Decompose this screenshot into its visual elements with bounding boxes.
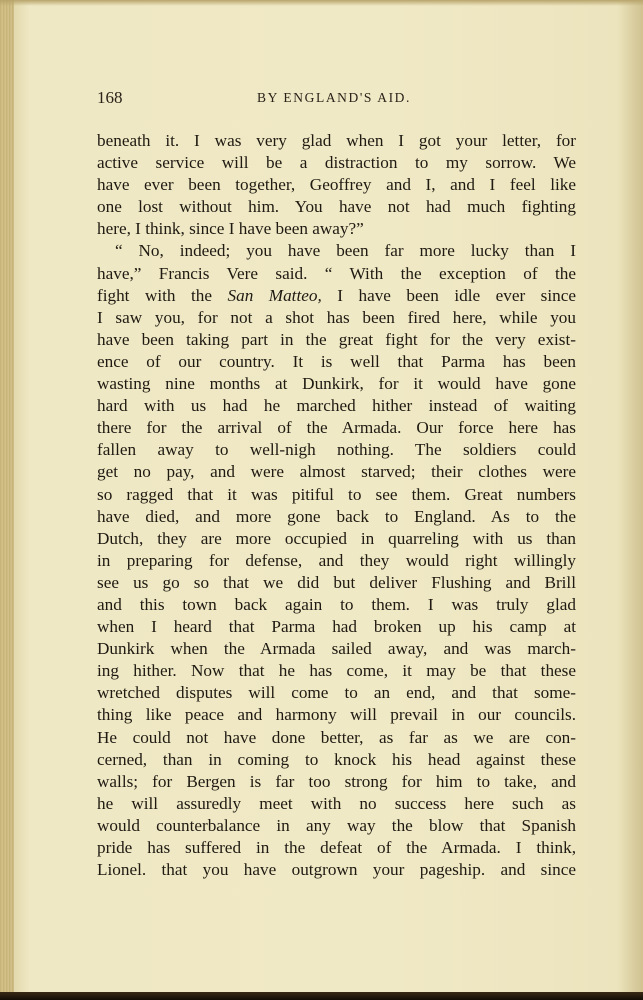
- text-line-with-ship-name: [97, 285, 576, 307]
- top-edge: [0, 0, 643, 6]
- text-line: active service will be a distraction to my sorrow. We: [97, 153, 576, 173]
- text-line: wasting nine months at Dunkirk, for it would have gone: [97, 374, 576, 394]
- text-line: there for the arrival of the Armada. Our force here has: [97, 418, 576, 438]
- text-line: in preparing for defense, and they would right willingly: [97, 550, 576, 570]
- body-text: [97, 130, 576, 881]
- text-line: thing like peace and harmony will prevail in our councils.: [97, 705, 576, 725]
- line-segment: fight with the: [97, 285, 228, 305]
- text-line: fallen away to well-nigh nothing. The soldiers could: [97, 440, 576, 460]
- text-line: beneath it. I was very glad when I got your letter, for: [97, 131, 576, 150]
- text-line: pride has suffered in the defeat of the Armada. I think,: [97, 838, 576, 857]
- text-line: Dunkirk when the Armada sailed away, and was march-: [97, 639, 576, 659]
- text-line: have been taking part in the great fight for the very exist-: [97, 329, 576, 349]
- text-line: have,” Francis Vere said. “ With the exception of the: [97, 263, 576, 283]
- text-line: have died, and more gone back to England. As to the: [97, 506, 576, 526]
- text-line: see us go so that we did but deliver Flushing and Brill: [97, 572, 576, 592]
- bottom-shadow: [0, 992, 643, 1000]
- text-line: He could not have done better, as far as we are con-: [97, 727, 576, 747]
- text-line: here, I think, since I have been away?”: [97, 219, 364, 239]
- text-line: have ever been together, Geoffrey and I, and I feel like: [97, 175, 576, 195]
- ship-name: San Matteo,: [227, 285, 322, 305]
- text-line: I saw you, for not a shot has been fired here, while you: [97, 307, 576, 327]
- text-line: so ragged that it was pitiful to see them. Great numbers: [97, 484, 576, 504]
- text-line: wretched disputes will come to an end, and that some-: [97, 683, 576, 703]
- text-line: would counterbalance in any way the blow that Spanish: [97, 815, 576, 835]
- text-line: cerned, than in coming to knock his head against these: [97, 749, 576, 769]
- text-line: ence of our country. It is well that Parma has been: [97, 351, 576, 371]
- text-line: hard with us had he marched hither instead of waiting: [97, 396, 576, 416]
- line-segment: I have been idle ever since: [321, 285, 576, 305]
- text-line: when I heard that Parma had broken up his camp at: [97, 617, 576, 637]
- text-line: and this town back again to them. I was truly glad: [97, 594, 576, 614]
- running-title: BY ENGLAND'S AID.: [257, 90, 412, 105]
- text-line: Dutch, they are more occupied in quarreling with us than: [97, 528, 576, 548]
- text-line: he will assuredly meet with no success here such as: [97, 793, 576, 813]
- text-line: get no pay, and were almost starved; their clothes were: [97, 462, 576, 482]
- text-line: walls; for Bergen is far too strong for him to take, and: [97, 771, 576, 791]
- page-number: 168: [97, 88, 123, 107]
- text-line: “ No, indeed; you have been far more lucky than I: [115, 241, 576, 261]
- page-edges: [0, 0, 14, 1000]
- text-line: one lost without him. You have not had much fighting: [97, 197, 576, 217]
- text-line: Lionel. that you have outgrown your pageship. and since: [97, 860, 576, 880]
- running-head: [97, 88, 577, 110]
- text-line: ing hither. Now that he has come, it may be that these: [97, 661, 576, 681]
